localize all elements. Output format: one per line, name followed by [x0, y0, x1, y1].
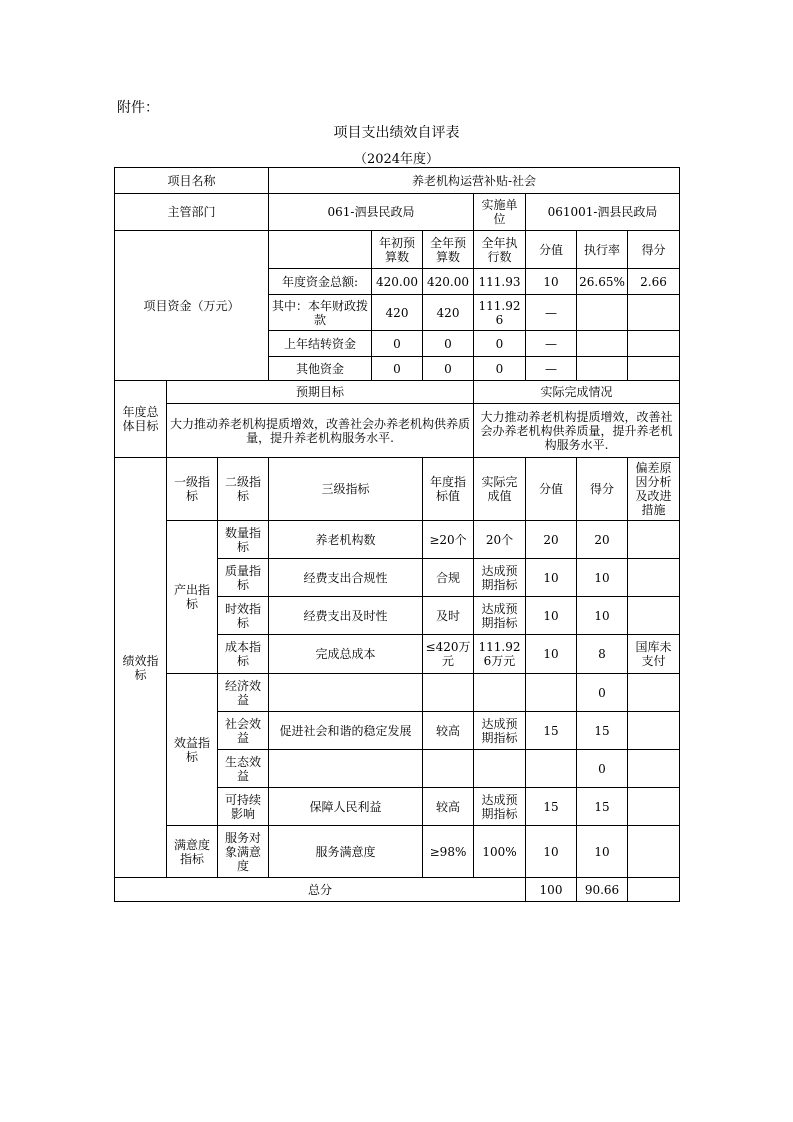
perf-score-cell: 10 [526, 826, 577, 878]
perf-score-cell: 15 [526, 712, 577, 750]
perf-actual-cell: 达成预期指标 [474, 712, 526, 750]
perf-header-cell: 一级指标 [167, 458, 218, 521]
perf-got-cell: 15 [577, 788, 628, 826]
perf-header-cell: 三级指标 [269, 458, 423, 521]
dept-label: 主管部门 [115, 194, 269, 231]
perf-note-cell [628, 826, 680, 878]
funds-header-cell: 执行率 [577, 231, 628, 269]
funds-cell: — [526, 357, 577, 381]
perf-l1-cell: 效益指标 [167, 674, 218, 826]
funds-cell [628, 357, 680, 381]
perf-actual-cell [474, 674, 526, 712]
perf-note-cell [628, 674, 680, 712]
perf-l3-cell: 经费支出合规性 [269, 559, 423, 597]
funds-cell: 0 [474, 331, 526, 357]
form-title: 项目支出绩效自评表 [333, 125, 460, 141]
perf-l1-cell: 产出指标 [167, 521, 218, 674]
funds-cell: 0 [474, 357, 526, 381]
perf-l2-cell: 质量指标 [218, 559, 269, 597]
actual-completion-text: 大力推动养老机构提质增效，改善社会办养老机构供养质量，提升养老机构服务水平. [474, 404, 680, 458]
perf-score-cell: 10 [526, 597, 577, 635]
perf-header-cell: 偏差原因分析及改进措施 [628, 458, 680, 521]
perf-got-cell: 8 [577, 635, 628, 674]
actual-completion-header: 实际完成情况 [474, 381, 680, 404]
perf-l3-cell: 完成总成本 [269, 635, 423, 674]
perf-header-cell: 二级指标 [218, 458, 269, 521]
project-name-label: 项目名称 [115, 168, 269, 194]
perf-target-cell: 较高 [423, 788, 474, 826]
perf-target-cell: ≥20个 [423, 521, 474, 559]
perf-actual-cell: 111.926万元 [474, 635, 526, 674]
perf-l3-cell: 促进社会和谐的稳定发展 [269, 712, 423, 750]
perf-score-cell [526, 674, 577, 712]
funds-cell: 420 [423, 295, 474, 331]
funds-cell: — [526, 295, 577, 331]
perf-actual-cell: 达成预期指标 [474, 597, 526, 635]
expected-goal-text: 大力推动养老机构提质增效，改善社会办养老机构供养质量，提升养老机构服务水平. [167, 404, 474, 458]
perf-got-cell: 0 [577, 750, 628, 788]
impl-unit-value: 061001-泗县民政局 [526, 194, 680, 231]
funds-header-blank [269, 231, 372, 269]
perf-l2-cell: 社会效益 [218, 712, 269, 750]
perf-l2-cell: 生态效益 [218, 750, 269, 788]
perf-score-cell: 20 [526, 521, 577, 559]
funds-cell: 111.926 [474, 295, 526, 331]
funds-row-name: 其中：本年财政拨款 [269, 295, 372, 331]
perf-got-cell: 10 [577, 597, 628, 635]
perf-score-cell: 10 [526, 635, 577, 674]
funds-header-cell: 全年执行数 [474, 231, 526, 269]
perf-actual-cell: 20个 [474, 521, 526, 559]
total-label: 总分 [115, 878, 526, 902]
perf-l3-cell: 经费支出及时性 [269, 597, 423, 635]
perf-note-cell: 国库未支付 [628, 635, 680, 674]
perf-l2-cell: 经济效益 [218, 674, 269, 712]
funds-cell: 111.93 [474, 269, 526, 295]
perf-target-cell: 合规 [423, 559, 474, 597]
funds-label: 项目资金（万元） [115, 231, 269, 381]
funds-cell: 0 [372, 357, 423, 381]
funds-cell [577, 357, 628, 381]
perf-l2-cell: 成本指标 [218, 635, 269, 674]
funds-cell: — [526, 331, 577, 357]
perf-l3-cell: 保障人民利益 [269, 788, 423, 826]
perf-actual-cell [474, 750, 526, 788]
funds-row-name: 其他资金 [269, 357, 372, 381]
funds-header-cell: 年初预算数 [372, 231, 423, 269]
perf-note-cell [628, 597, 680, 635]
funds-cell: 26.65% [577, 269, 628, 295]
total-got: 90.66 [577, 878, 628, 902]
total-score: 100 [526, 878, 577, 902]
perf-note-cell [628, 712, 680, 750]
perf-got-cell: 15 [577, 712, 628, 750]
funds-header-cell: 全年预算数 [423, 231, 474, 269]
funds-cell: 0 [423, 357, 474, 381]
funds-header-cell: 得分 [628, 231, 680, 269]
perf-l2-cell: 可持续影响 [218, 788, 269, 826]
perf-note-cell [628, 559, 680, 597]
perf-note-cell [628, 788, 680, 826]
project-name-value: 养老机构运营补贴-社会 [269, 168, 680, 194]
funds-cell [628, 331, 680, 357]
perf-l2-cell: 数量指标 [218, 521, 269, 559]
perf-target-cell [423, 750, 474, 788]
perf-score-cell: 10 [526, 559, 577, 597]
funds-cell: 2.66 [628, 269, 680, 295]
impl-unit-label: 实施单位 [474, 194, 526, 231]
dept-value: 061-泗县民政局 [269, 194, 474, 231]
funds-row-name: 上年结转资金 [269, 331, 372, 357]
perf-l2-cell: 时效指标 [218, 597, 269, 635]
funds-header-cell: 分值 [526, 231, 577, 269]
perf-l3-cell [269, 674, 423, 712]
perf-actual-cell: 达成预期指标 [474, 559, 526, 597]
perf-actual-cell: 100% [474, 826, 526, 878]
funds-cell: 0 [423, 331, 474, 357]
perf-got-cell: 20 [577, 521, 628, 559]
funds-cell: 10 [526, 269, 577, 295]
perf-header-cell: 实际完成值 [474, 458, 526, 521]
perf-l3-cell: 服务满意度 [269, 826, 423, 878]
perf-target-cell [423, 674, 474, 712]
funds-cell: 420.00 [372, 269, 423, 295]
perf-score-cell: 15 [526, 788, 577, 826]
funds-cell: 0 [372, 331, 423, 357]
self-evaluation-table [114, 167, 680, 902]
attachment-label: 附件： [117, 100, 159, 116]
perf-header-cell: 年度指标值 [423, 458, 474, 521]
annual-goal-label: 年度总体目标 [115, 381, 167, 458]
perf-note-cell [628, 750, 680, 788]
perf-header-cell: 分值 [526, 458, 577, 521]
perf-header-cell: 得分 [577, 458, 628, 521]
perf-target-cell: 较高 [423, 712, 474, 750]
expected-goal-header: 预期目标 [167, 381, 474, 404]
perf-actual-cell: 达成预期指标 [474, 788, 526, 826]
perf-got-cell: 0 [577, 674, 628, 712]
form-year: （2024年度） [353, 152, 440, 167]
funds-row-name: 年度资金总额: [269, 269, 372, 295]
funds-cell: 420.00 [423, 269, 474, 295]
perf-indicator-label: 绩效指标 [115, 458, 167, 878]
perf-target-cell: ≤420万元 [423, 635, 474, 674]
perf-note-cell [628, 521, 680, 559]
funds-cell: 420 [372, 295, 423, 331]
perf-got-cell: 10 [577, 559, 628, 597]
perf-l2-cell: 服务对象满意度 [218, 826, 269, 878]
perf-l3-cell: 养老机构数 [269, 521, 423, 559]
funds-cell [628, 295, 680, 331]
perf-score-cell [526, 750, 577, 788]
funds-cell [577, 295, 628, 331]
total-note [628, 878, 680, 902]
perf-target-cell: ≥98% [423, 826, 474, 878]
perf-got-cell: 10 [577, 826, 628, 878]
perf-l1-cell: 满意度指标 [167, 826, 218, 878]
perf-target-cell: 及时 [423, 597, 474, 635]
funds-cell [577, 331, 628, 357]
perf-l3-cell [269, 750, 423, 788]
